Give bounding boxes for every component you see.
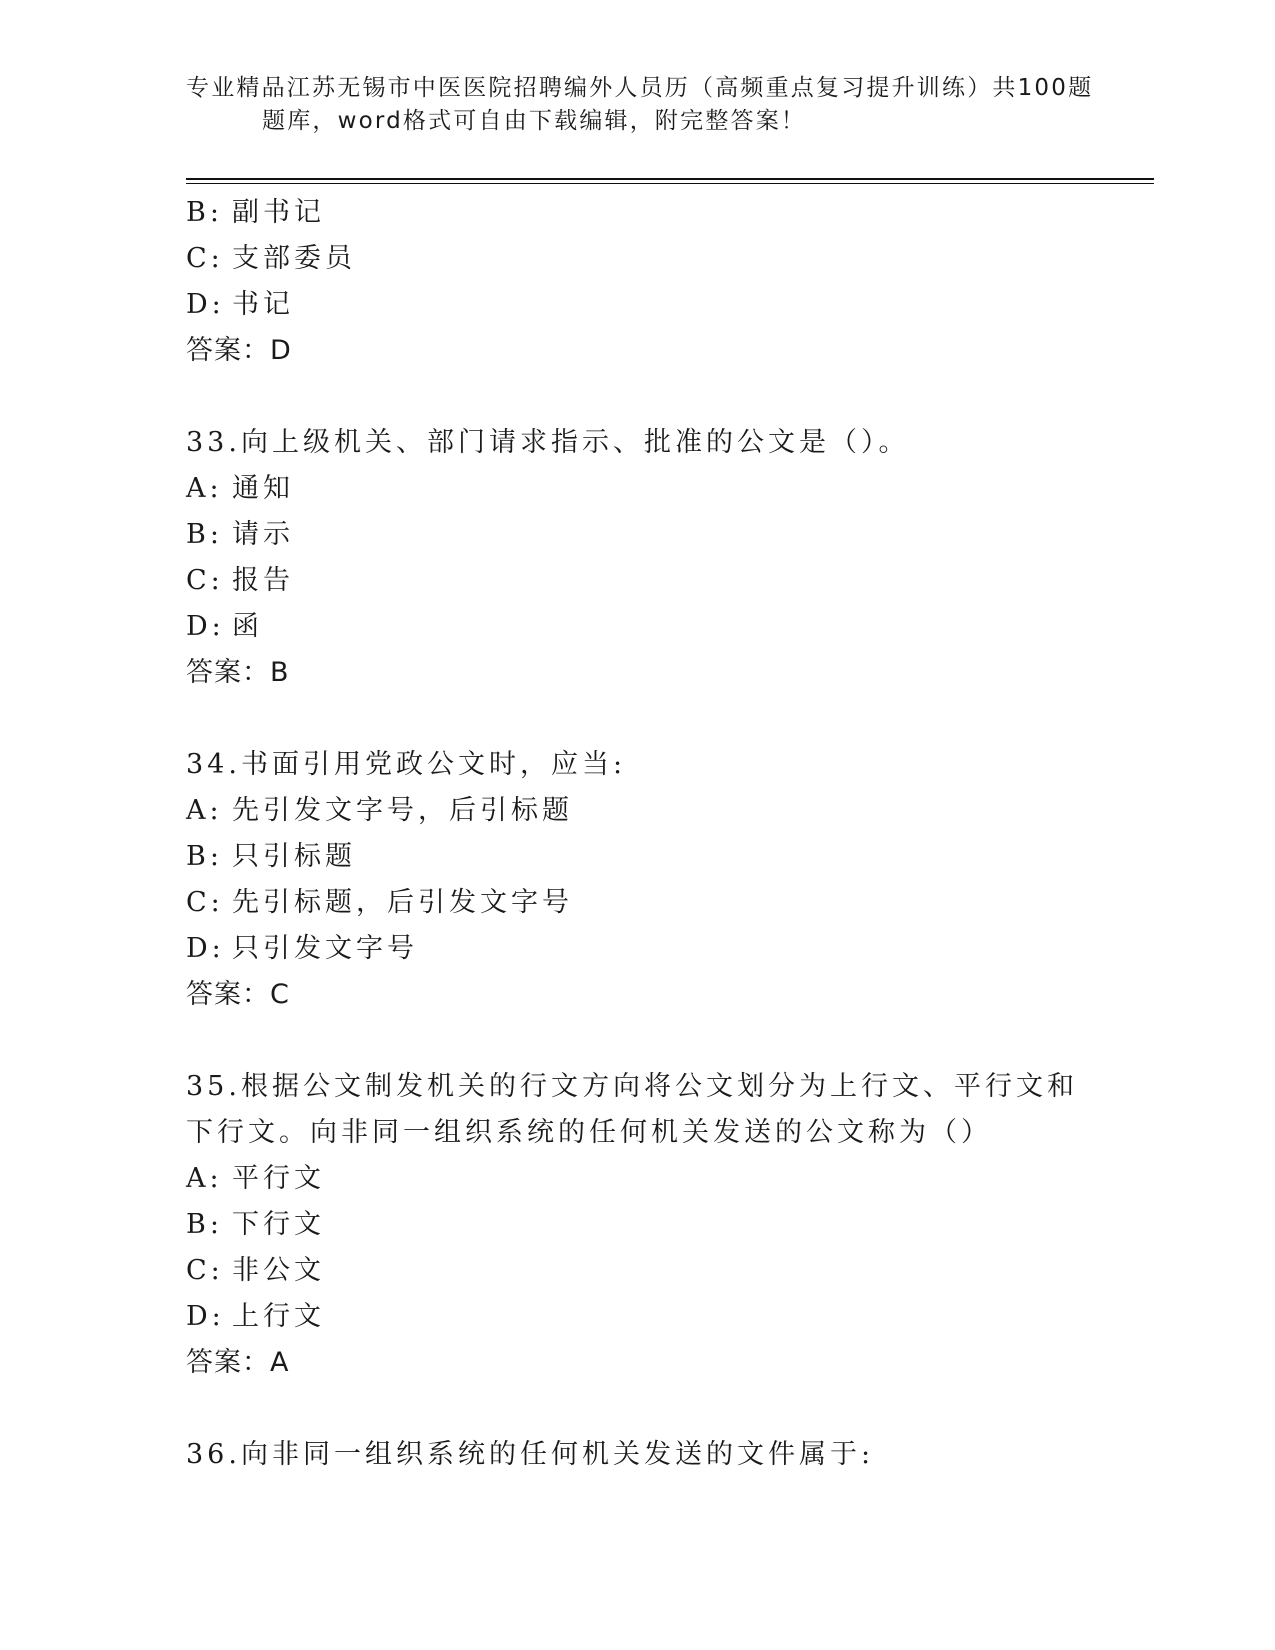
header-rule-thick — [186, 178, 1154, 180]
question-stem: 34.书面引用党政公文时，应当: — [186, 749, 627, 780]
question-33 — [186, 420, 1086, 696]
option-c: C: 非公文 — [186, 1255, 325, 1286]
header-rule-thin — [186, 183, 1154, 184]
option-d: D: 上行文 — [186, 1301, 325, 1332]
option-a: A: 平行文 — [186, 1163, 325, 1194]
option-b: B: 只引标题 — [186, 841, 356, 872]
header-title-line1: 专业精品江苏无锡市中医医院招聘编外人员历（高频重点复习提升训练）共100题 — [186, 75, 1094, 101]
question-stem: 33.向上级机关、部门请求指示、批准的公文是（）。 — [186, 427, 910, 458]
option-b: B: 请示 — [186, 519, 294, 550]
question-36 — [186, 1432, 1086, 1478]
answer: 答案：B — [186, 657, 290, 688]
option-c: C: 支部委员 — [186, 243, 356, 274]
question-35 — [186, 1064, 1086, 1386]
question-continued — [186, 190, 1086, 374]
question-stem: 35.根据公文制发机关的行文方向将公文划分为上行文、平行文和下行文。向非同一组织系统的任何机关发送的公文称为（） — [186, 1071, 1078, 1148]
document-header — [186, 72, 1094, 138]
option-c: C: 先引标题，后引发文字号 — [186, 887, 573, 918]
option-d: D: 书记 — [186, 289, 294, 320]
answer: 答案：A — [186, 1347, 290, 1378]
option-a: A: 先引发文字号，后引标题 — [186, 795, 573, 826]
option-d: D: 函 — [186, 611, 263, 642]
option-b: B: 副书记 — [186, 197, 325, 228]
question-34 — [186, 742, 1086, 1018]
option-d: D: 只引发文字号 — [186, 933, 418, 964]
answer: 答案：D — [186, 335, 292, 366]
question-list — [186, 190, 1086, 1478]
header-title-line2: 题库，word格式可自由下载编辑，附完整答案！ — [262, 108, 807, 134]
option-a: A: 通知 — [186, 473, 294, 504]
question-stem: 36.向非同一组织系统的任何机关发送的文件属于: — [186, 1439, 875, 1470]
option-c: C: 报告 — [186, 565, 294, 596]
option-b: B: 下行文 — [186, 1209, 325, 1240]
answer: 答案：C — [186, 979, 290, 1010]
